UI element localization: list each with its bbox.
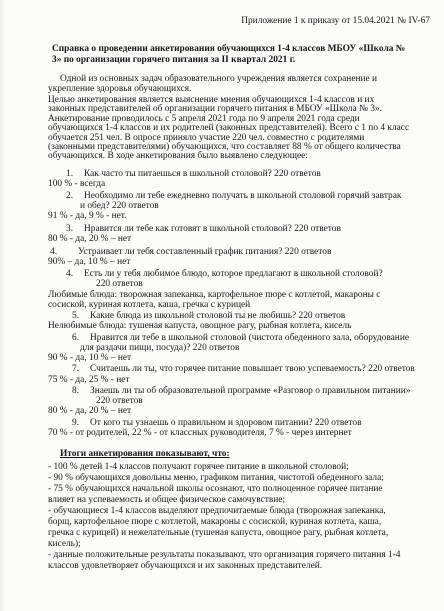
intro-line: Анкетирование проводилось с 5 апреля 2021 года по 9 апреля 2021 года среди bbox=[48, 114, 360, 124]
intro-line: обучающихся. В ходе анкетирования было выявлено следующее: bbox=[48, 151, 308, 161]
summary-line: - 75 % обучающихся начальной школы осознают, что полноценное горячее питание bbox=[48, 484, 383, 494]
question-answer: сосиской, куриная котлета, каша, гречка с курицей bbox=[48, 300, 251, 310]
question-answer: Нелюбимые блюда: тушеная капуста, овощное рагу, рыбная котлета, кисель bbox=[48, 321, 352, 331]
question-text: Знаешь ли ты об образовательной программе «Разговор о правильном питании» bbox=[90, 386, 411, 396]
question-text: Нравится ли тебе в школьной столовой (чистота обеденного зала, оборудование bbox=[90, 333, 409, 343]
summary-line: - 100 % детей 1-4 классов получают горячее питание в школьной столовой; bbox=[48, 462, 349, 472]
intro-line: обучающихся 1-4 классов и их родителей (законных представителей). Всего с 1 по 4 класс bbox=[48, 123, 410, 133]
question-text: Считаешь ли ты, что горячее питание повышает твою успеваемость? 220 ответов bbox=[90, 364, 415, 374]
summary-heading: Итоги анкетирования показывают, что: bbox=[60, 449, 230, 459]
question-answer: 91 % - да, 9 % - нет. bbox=[48, 211, 127, 221]
question-number: 1. bbox=[66, 169, 74, 179]
intro-line: Целью анкетирования является выяснение мнения обучающихся 1-4 классов и их bbox=[48, 95, 375, 105]
question-answer: 80 % - да, 20 % – нет bbox=[48, 406, 132, 416]
intro-line: обучается 251 чел. В опросе приняло участие 220 чел. совместно с родителями bbox=[48, 133, 365, 143]
question-text: Как часто ты питаешься в школьной столовой? 220 ответов bbox=[84, 169, 321, 179]
question-number: 3. bbox=[66, 224, 74, 234]
question-text: Нравится ли тебе как готовят в школьной столовой? 220 ответов bbox=[84, 224, 341, 234]
question-number: 8. bbox=[72, 386, 80, 396]
scan-edge-shadow bbox=[0, 0, 6, 611]
question-answer: 75 % - да, 25 % - нет bbox=[48, 375, 130, 385]
question-text: Есть ли у тебя любимое блюдо, которое предлагают в школьной столовой? bbox=[84, 269, 383, 279]
question-answer: Любимые блюда: творожная запеканка, картофельное пюре с котлетой, макароны с bbox=[48, 290, 381, 300]
question-number: 6. bbox=[72, 333, 80, 343]
question-number: 2. bbox=[66, 191, 74, 201]
question-answer: 70 % - от родителей, 22 % - от классных руководителя, 7 % - через интернет bbox=[48, 428, 352, 438]
question-number: 5. bbox=[72, 311, 80, 321]
question-text: и обед? 220 ответов bbox=[80, 201, 159, 211]
question-answer: 90% – да, 10 % – нет bbox=[48, 257, 131, 267]
question-text: 220 ответов bbox=[96, 396, 143, 406]
intro-line: законных представителей об организации горячего питания в МБОУ «Школа № 3». bbox=[48, 104, 382, 114]
question-number: 4. bbox=[66, 269, 74, 279]
summary-line: влияет на успеваемость и общее физическое самочувствие; bbox=[48, 495, 286, 505]
summary-line: - обучающиеся 1-4 классов выделяют предпочитаемые блюда (творожная запеканка, bbox=[48, 506, 386, 516]
question-text: Устраивает ли тебя составленный график питания? 220 ответов bbox=[78, 247, 332, 257]
intro-line: Одной из основных задач образовательного учреждения является сохранение и bbox=[60, 74, 378, 84]
question-number: 7. bbox=[72, 364, 80, 374]
document-header: Приложение 1 к приказу от 15.04.2021 № IV-67 bbox=[241, 16, 430, 26]
intro-line: (законными представителями) обучающихся, что составляет 88 % от общего количества bbox=[48, 142, 401, 152]
summary-line: - данные положительные результаты показывают, что организация горячего питания 1-4 bbox=[48, 550, 401, 560]
question-text: От кого ты узнаешь о правильном и здоровом питании? 220 ответов bbox=[90, 418, 362, 428]
question-text: Какие блюда из школьной столовой ты не любишь? 220 ответов bbox=[90, 311, 346, 321]
summary-line: гречка с курицей) и нежелательные (тушеная капуста, овощное рагу, рыбная котлета, bbox=[48, 528, 389, 538]
question-number: 9. bbox=[72, 418, 80, 428]
question-answer: 90 % - да, 10 % – нет bbox=[48, 353, 132, 363]
question-text: для раздачи пищи, посуда)? 220 ответов bbox=[80, 343, 240, 353]
intro-line: укрепление здоровья обучающихся. bbox=[48, 84, 192, 94]
title-line: 3» по организации горячего питания за II квартал 2021 г. bbox=[52, 55, 296, 65]
question-text: Необходимо ли тебе ежедневно получать в школьной столовой горячий завтрак bbox=[84, 191, 402, 201]
summary-line: - 90 % обучающихся довольны меню, графиком питания, чистотой обеденного зала; bbox=[48, 473, 384, 483]
question-number: 4. bbox=[50, 247, 58, 257]
summary-line: классов удовлетворяет обучающихся и их законных представителей. bbox=[48, 561, 323, 571]
summary-line: кисель); bbox=[48, 539, 81, 549]
question-answer: 80 % - да, 20 % – нет bbox=[48, 234, 132, 244]
question-text: 220 ответов bbox=[96, 279, 143, 289]
summary-line: борщ, картофельное пюре с котлетой, макароны с сосиской, куриная котлета, каша, bbox=[48, 517, 382, 527]
question-answer: 100 % - всегда bbox=[48, 179, 106, 189]
title-line: Справка о проведении анкетирования обучающихся 1-4 классов МБОУ «Школа № bbox=[52, 44, 406, 54]
